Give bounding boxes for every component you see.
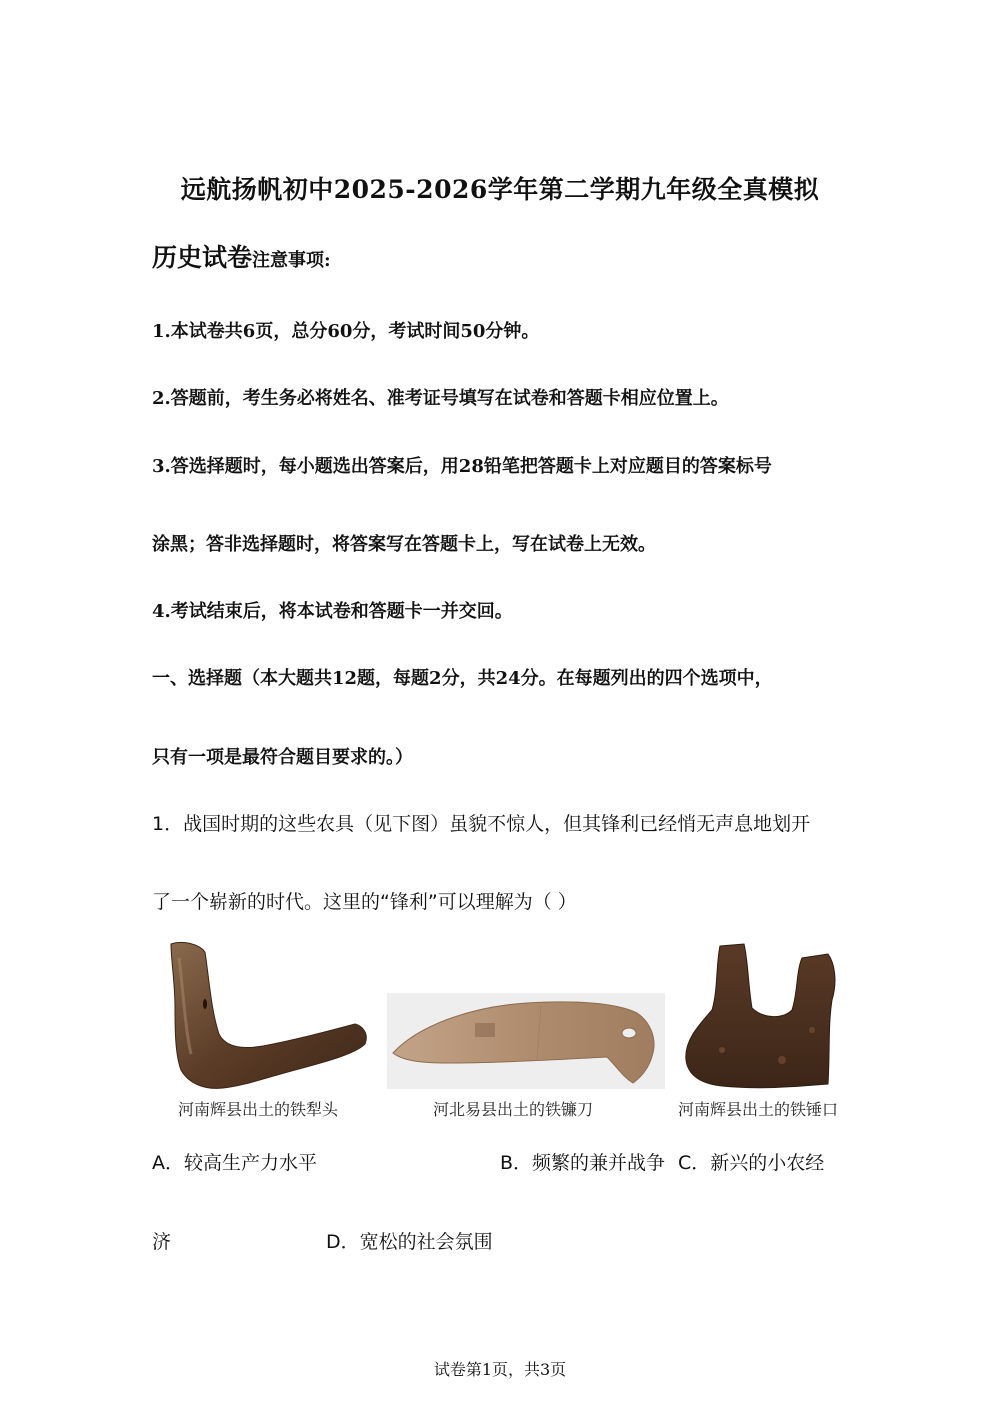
page-footer: 试卷第1页，共3页 [433,1360,567,1379]
subtitle-row [152,238,331,274]
notice-item-2: 2.答题前，考生务必将姓名、准考证号填写在试卷和答题卡相应位置上。 [152,388,729,409]
exam-title: 远航扬帆初中2025-2026学年第二学期九年级全真模拟 [180,175,820,204]
notice-item-1: 1.本试卷共6页，总分60分，考试时间50分钟。 [152,321,540,342]
option-c-continued: 济 [152,1231,172,1253]
hammer-head-image [682,940,844,1092]
section-heading-line2: 只有一项是最符合题目要求的。） [152,747,413,768]
hammer-head-caption: 河南辉县出土的铁锤口 [678,1100,839,1119]
option-b[interactable]: B．频繁的兼并战争 [500,1152,666,1174]
section-heading-line1: 一、选择题（本大题共12题，每题2分，共24分。在每题列出的四个选项中， [152,668,773,689]
plow-head-caption: 河南辉县出土的铁犁头 [178,1100,339,1119]
plow-head-image [165,938,375,1093]
notice-heading: 注意事项: [252,250,331,271]
question-1-stem-line2: 了一个崭新的时代。这里的“锋利”可以理解为（ ） [152,891,577,913]
option-c[interactable]: C．新兴的小农经 [678,1152,825,1174]
subject-title: 历史试卷 [152,243,253,272]
option-d[interactable]: D．宽松的社会氛围 [326,1231,493,1253]
notice-item-4: 4.考试结束后，将本试卷和答题卡一并交回。 [152,601,513,622]
question-1-stem-line1: 1．战国时期的这些农具（见下图）虽貌不惊人，但其锋利已经悄无声息地划开 [152,813,811,835]
sickle-caption: 河北易县出土的铁镰刀 [433,1100,594,1119]
sickle-image [387,993,665,1089]
notice-item-3-cont: 涂黑；答非选择题时，将答案写在答题卡上，写在试卷上无效。 [152,534,656,555]
notice-item-3: 3.答选择题时，每小题选出答案后，用28铅笔把答题卡上对应题目的答案标号 [152,456,772,477]
option-a[interactable]: A．较高生产力水平 [152,1152,317,1174]
